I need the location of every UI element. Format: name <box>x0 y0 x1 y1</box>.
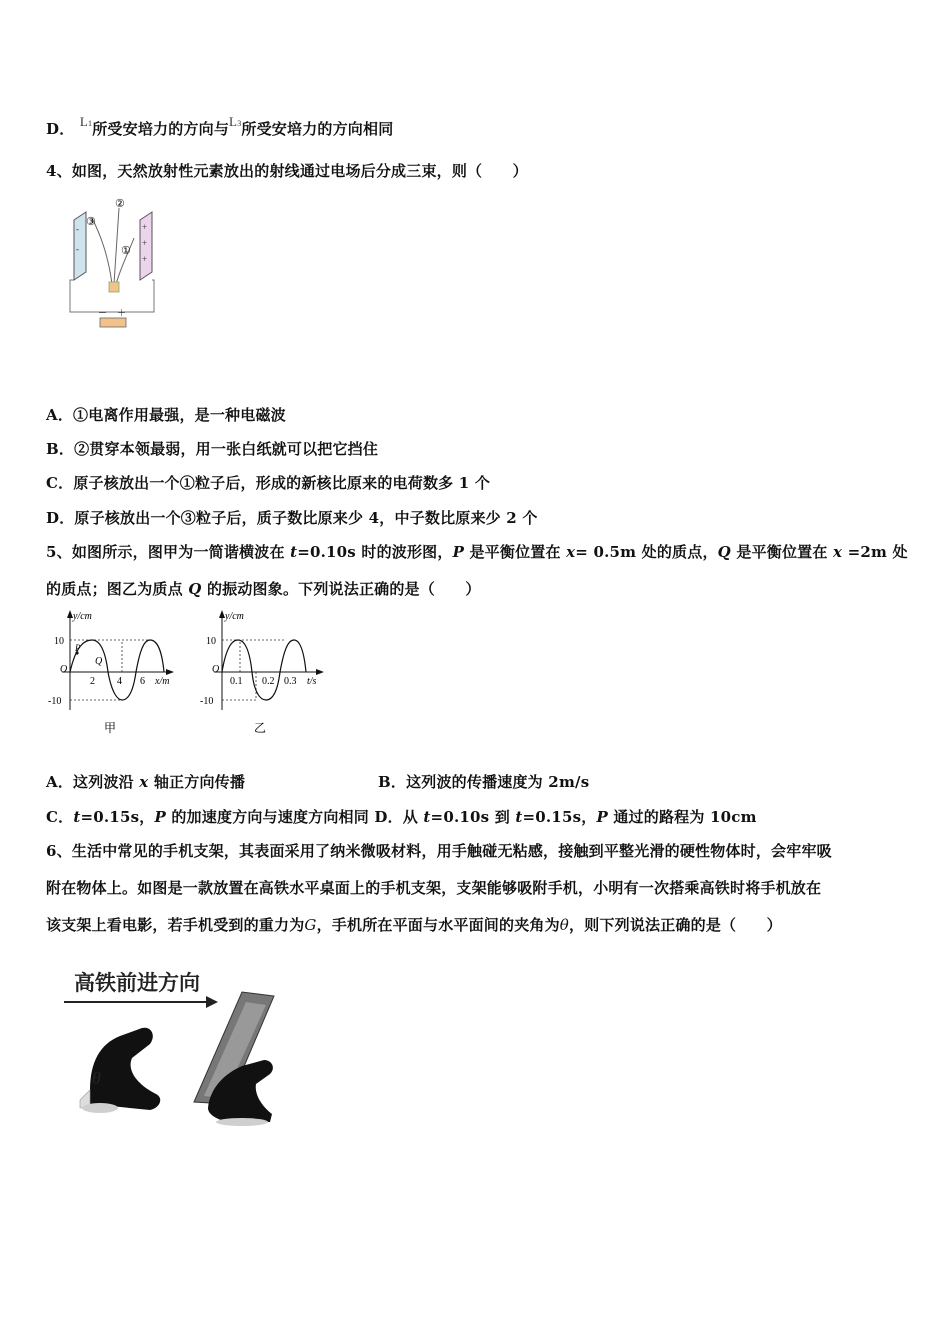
q3-option-d-mid: 所受安培力的方向与 <box>92 120 230 138</box>
beam-3-label: ③ <box>86 216 96 228</box>
yi-waveform <box>222 640 306 700</box>
symbol-l3: L3 <box>229 114 242 129</box>
direction-title: 高铁前进方向 <box>74 971 200 995</box>
yi-xtick-03: 0.3 <box>284 676 297 687</box>
jia-waveform <box>70 640 164 700</box>
q6-stem-line3: 该支架上看电影，若手机受到的重力为G，手机所在平面与水平面间的夹角为θ，则下列说法正确的是（ ） <box>46 916 782 934</box>
right-stand-pad <box>216 1118 268 1126</box>
q4-option-b: B．②贯穿本领最弱，用一张白纸就可以把它挡住 <box>46 440 379 458</box>
q5-graph-yi <box>196 606 332 738</box>
left-plate-minus-2: - <box>76 244 79 254</box>
yi-ymin: -10 <box>200 696 214 707</box>
jia-ymax: 10 <box>54 636 64 647</box>
jia-label-p: P <box>75 643 81 653</box>
yi-origin: O <box>212 664 220 675</box>
q4-stem: 4、如图，天然放射性元素放出的射线通过电场后分成三束，则（ ） <box>46 162 528 180</box>
beam-2-path <box>114 208 119 284</box>
jia-origin: O <box>60 664 68 675</box>
jia-xtick-6: 6 <box>140 676 145 687</box>
direction-arrowhead <box>206 996 218 1008</box>
left-plate-minus-1: - <box>76 224 79 234</box>
q6-stem-line1: 6、生活中常见的手机支架，其表面采用了纳米微吸材料，用手触碰无粘感，接触到平整光滑的硬性物体时，会牢牢吸 <box>46 842 832 860</box>
q4-option-c: C．原子核放出一个①粒子后，形成的新核比原来的电荷数多 1 个 <box>46 474 491 492</box>
right-plate-plus-3: + <box>142 254 148 264</box>
q6-stem-line2: 附在物体上。如图是一款放置在高铁水平桌面上的手机支架，支架能够吸附手机，小明有一次搭乘高铁时将手机放在 <box>46 879 822 897</box>
q3-option-d-prefix: D． <box>46 120 75 138</box>
q4-option-d: D．原子核放出一个③粒子后，质子数比原来少 4，中子数比原来少 2 个 <box>46 509 538 527</box>
right-plate-plus-1: + <box>142 222 148 232</box>
battery <box>100 318 126 327</box>
q5-stem-line1: 5、如图所示，图甲为一简谐横波在 t=0.10s 时的波形图，P 是平衡位置在 x= 0.5m 处的质点，Q 是平衡位置在 x =2m 处 <box>46 543 908 561</box>
radiation-source <box>109 282 119 292</box>
jia-ymin: -10 <box>48 696 62 707</box>
jia-label-q: Q <box>95 656 103 667</box>
q5-graph-jia <box>40 606 190 738</box>
right-plate-plus-2: + <box>142 238 148 248</box>
beam-2-label: ② <box>115 198 125 210</box>
symbol-l1: L1 <box>79 114 93 129</box>
q3-option-d <box>46 114 393 139</box>
yi-ymax: 10 <box>206 636 216 647</box>
q6-phone-stand-figure <box>60 962 290 1134</box>
yi-caption: 乙 <box>254 721 267 735</box>
yi-xlabel: t/s <box>307 676 317 687</box>
q3-option-d-tail: 所受安培力的方向相同 <box>241 120 394 138</box>
jia-xlabel: x/m <box>155 676 170 687</box>
jia-ylabel: y/cm <box>73 611 92 622</box>
jia-xtick-4: 4 <box>117 676 122 687</box>
q5-option-c-d: C．t=0.15s，P 的加速度方向与速度方向相同 D．从 t=0.10s 到 t=0.15s，P 通过的路程为 10cm <box>46 808 757 826</box>
yi-xtick-02: 0.2 <box>262 676 275 687</box>
yi-ylabel: y/cm <box>225 611 244 622</box>
battery-plus: ＋ <box>117 308 127 318</box>
beam-1-label: ① <box>121 245 131 257</box>
yi-xtick-01: 0.1 <box>230 676 243 687</box>
jia-xtick-2: 2 <box>90 676 95 687</box>
q5-stem-line2: 的质点；图乙为质点 Q 的振动图象。下列说法正确的是（ ） <box>46 580 481 598</box>
jia-caption: 甲 <box>104 721 117 735</box>
q4-option-a: A．①电离作用最强，是一种电磁波 <box>46 406 286 424</box>
q5-option-b: B．这列波的传播速度为 2m/s <box>378 773 590 791</box>
angle-theta: θ <box>92 1068 101 1088</box>
left-stand-pad <box>82 1103 118 1113</box>
q5-option-a: A．这列波沿 x 轴正方向传播 <box>46 773 246 791</box>
q4-radiation-figure <box>64 194 164 334</box>
battery-minus: － <box>98 308 108 318</box>
